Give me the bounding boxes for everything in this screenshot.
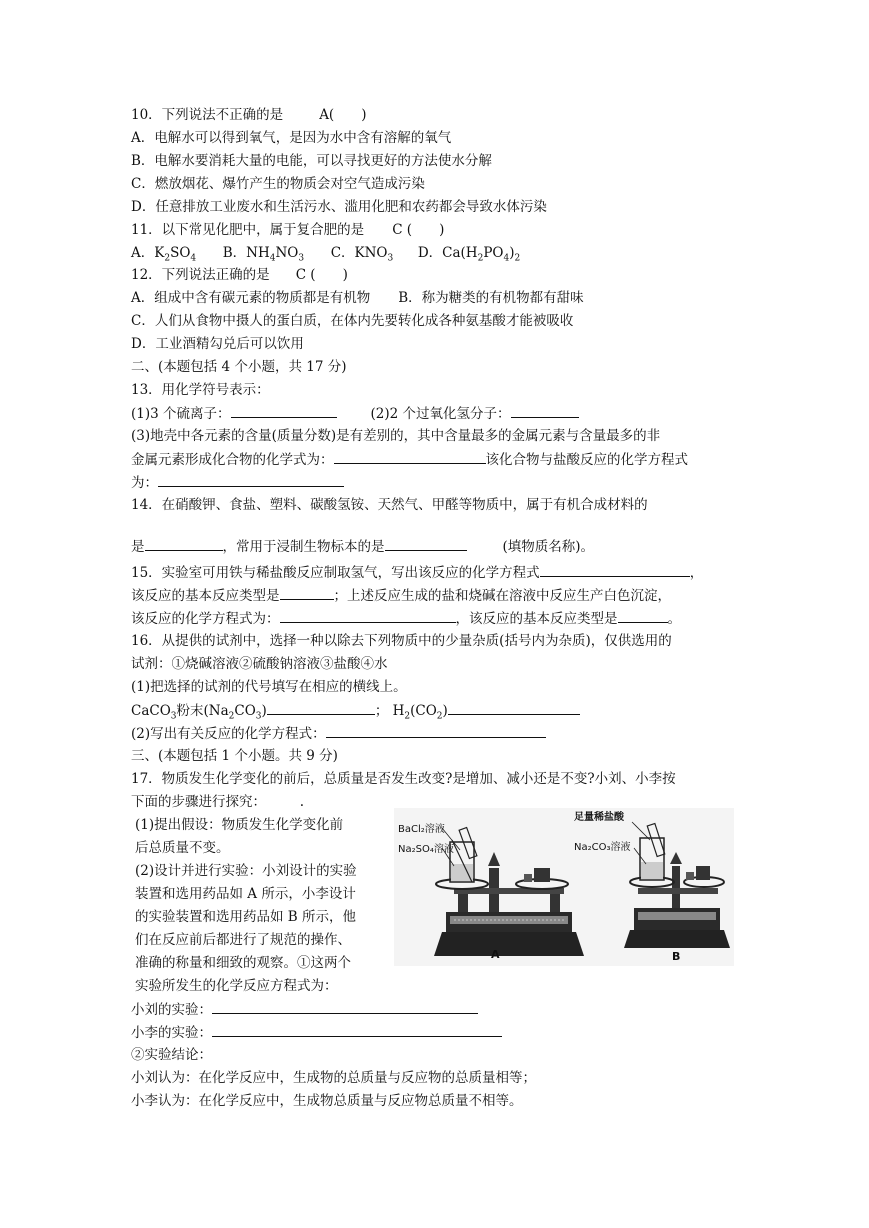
figure-a-caption: A xyxy=(491,948,500,961)
q12-option-d: D．工业酒精勾兑后可以饮用 xyxy=(131,336,304,352)
section-2-heading: 二、(本题包括 4 个小题，共 17 分) xyxy=(131,359,347,375)
q13-stem: 13．用化学符号表示： xyxy=(131,382,270,398)
q16-line3: (1)把选择的试剂的代号填写在相应的横线上。 xyxy=(131,679,407,695)
answer-blank[interactable] xyxy=(540,562,690,577)
answer-blank[interactable] xyxy=(212,999,478,1014)
q16-line5: (2)写出有关反应的化学方程式： xyxy=(131,723,546,744)
q17-li-view: 小李认为：在化学反应中，生成物总质量与反应物总质量不相等。 xyxy=(131,1093,523,1109)
answer-blank[interactable] xyxy=(334,449,486,464)
answer-blank[interactable] xyxy=(385,536,467,551)
q17-wrap-5: 的实验装置和选用药品如 B 所示，他 xyxy=(135,909,357,925)
q17-wrap-7: 准确的称量和细致的观察。①这两个 xyxy=(135,955,351,971)
q15-line2: 该反应的基本反应类型是 ；上述反应生成的盐和烧碱在溶液中反应生产白色沉淀， xyxy=(131,585,671,606)
q12-options-ab xyxy=(131,288,584,308)
q15-line3: 该反应的化学方程式为： ，该反应的基本反应类型是 。 xyxy=(131,608,681,629)
figure-b-label-na2co3: Na₂CO₃溶液 xyxy=(574,842,631,853)
q17-wrap-1: (1)提出假设：物质发生化学变化前 xyxy=(135,817,344,833)
q16-line1: 16．从提供的试剂中，选择一种以除去下列物质中的少量杂质(括号内为杂质)，仅供选用的 xyxy=(131,633,672,649)
q17-wrap-8: 实验所发生的化学反应方程式为： xyxy=(135,978,338,994)
answer-blank[interactable] xyxy=(231,403,337,418)
q10-option-c: C．燃放烟花、爆竹产生的物质会对空气造成污染 xyxy=(131,176,425,192)
q11-option-a: A．$K_2SO_4$ xyxy=(131,245,197,264)
answer-blank[interactable] xyxy=(158,472,344,487)
q14-line2: 是 ，常用于浸制生物标本的是 (填物质名称)。 xyxy=(131,536,594,557)
q12-stem: 12．下列说法正确的是 C ( ) xyxy=(131,267,348,283)
q13-part1-2: (1)3 个硫离子： (2)2 个过氧化氢分子： xyxy=(131,403,579,424)
q11-option-d: D．$Ca(H_2PO_4)_2$ xyxy=(417,245,521,264)
q16-item1: CaCO$_3$粉末$(Na_2CO_3)$ xyxy=(131,703,267,722)
q16-item2: $H_2(CO_2)$ xyxy=(392,703,448,722)
answer-blank[interactable] xyxy=(145,536,223,551)
answer-blank[interactable] xyxy=(448,700,580,715)
q10-stem: 10．下列说法不正确的是 A( ) xyxy=(131,107,367,123)
figure-b-label-hcl: 足量稀盐酸 xyxy=(574,812,624,823)
q17-wrap-3: (2)设计并进行实验：小刘设计的实验 xyxy=(135,863,357,879)
q11-stem: 11．以下常见化肥中，属于复合肥的是 C ( ) xyxy=(131,222,445,238)
figure-b-caption: B xyxy=(672,950,681,963)
q17-wrap-6: 们在反应前后都进行了规范的操作、 xyxy=(135,932,351,948)
q17-line2: 下面的步骤进行探究： . xyxy=(131,794,305,810)
answer-blank[interactable] xyxy=(618,608,668,623)
answer-blank[interactable] xyxy=(280,608,456,623)
q17-conclusion: ②实验结论： xyxy=(131,1047,212,1063)
figure-a-label-na2so4: Na₂SO₄溶液 xyxy=(398,844,454,855)
q10-option-a: A．电解水可以得到氧气，是因为水中含有溶解的氧气 xyxy=(131,130,452,146)
section-3-heading: 三、(本题包括 1 个小题。共 9 分) xyxy=(131,748,338,764)
q11-answer: C ( ) xyxy=(392,222,445,238)
q11-options xyxy=(131,243,520,263)
q12-option-c: C．人们从食物中摄人的蛋白质，在体内先要转化成各种氨基酸才能被吸收 xyxy=(131,313,574,329)
q10-option-d: D．任意排放工业废水和生活污水、滥用化肥和农药都会导致水体污染 xyxy=(131,199,547,215)
q16-line4: CaCO$_3$粉末$(Na_2CO_3)$ ； $H_2(CO_2)$ xyxy=(131,700,580,721)
q12-answer: C ( ) xyxy=(295,267,348,283)
answer-blank[interactable] xyxy=(212,1022,502,1037)
q17-wrap-2: 后总质量不变。 xyxy=(135,840,230,856)
figure-a-label-bacl2: BaCl₂溶液 xyxy=(398,824,445,835)
q17-wrap-4: 装置和选用药品如 A 所示，小李设计 xyxy=(135,886,356,902)
answer-blank[interactable] xyxy=(511,403,579,418)
q14-line1: 14．在硝酸钾、食盐、塑料、碳酸氢铵、天然气、甲醛等物质中，属于有机合成材料的 xyxy=(131,497,648,513)
answer-blank[interactable] xyxy=(280,585,334,600)
q12-option-b: B．称为糖类的有机物都有甜味 xyxy=(398,290,584,306)
q13-part3-line3: 为： xyxy=(131,472,344,493)
q17-liu-experiment: 小刘的实验： xyxy=(131,999,478,1020)
balance-experiment-figure xyxy=(394,808,734,966)
q12-option-a: A．组成中含有碳元素的物质都是有机物 xyxy=(131,290,371,306)
q17-line1: 17．物质发生化学变化的前后，总质量是否发生改变?是增加、减小还是不变?小刘、小李按 xyxy=(131,771,676,787)
q13-part3-line1: (3)地壳中各元素的含量(质量分数)是有差别的，其中含量最多的金属元素与含量最多的非 xyxy=(131,428,661,444)
q13-part3-line2: 金属元素形成化合物的化学式为： 该化合物与盐酸反应的化学方程式 xyxy=(131,449,688,470)
q11-option-c: C．$KNO_3$ xyxy=(330,245,394,264)
q11-option-b: B．$NH_4NO_3$ xyxy=(222,245,305,264)
q16-line2: 试剂：①烧碱溶液②硫酸钠溶液③盐酸④水 xyxy=(131,656,388,672)
answer-blank[interactable] xyxy=(326,723,546,738)
q17-li-experiment: 小李的实验： xyxy=(131,1022,502,1043)
q17-liu-view: 小刘认为：在化学反应中，生成物的总质量与反应物的总质量相等； xyxy=(131,1070,536,1086)
q10-answer: A( ) xyxy=(319,107,367,123)
q10-option-b: B．电解水要消耗大量的电能，可以寻找更好的方法使水分解 xyxy=(131,153,492,169)
answer-blank[interactable] xyxy=(267,700,375,715)
q15-line1: 15．实验室可用铁与稀盐酸反应制取氢气，写出该反应的化学方程式 ， xyxy=(131,562,703,583)
